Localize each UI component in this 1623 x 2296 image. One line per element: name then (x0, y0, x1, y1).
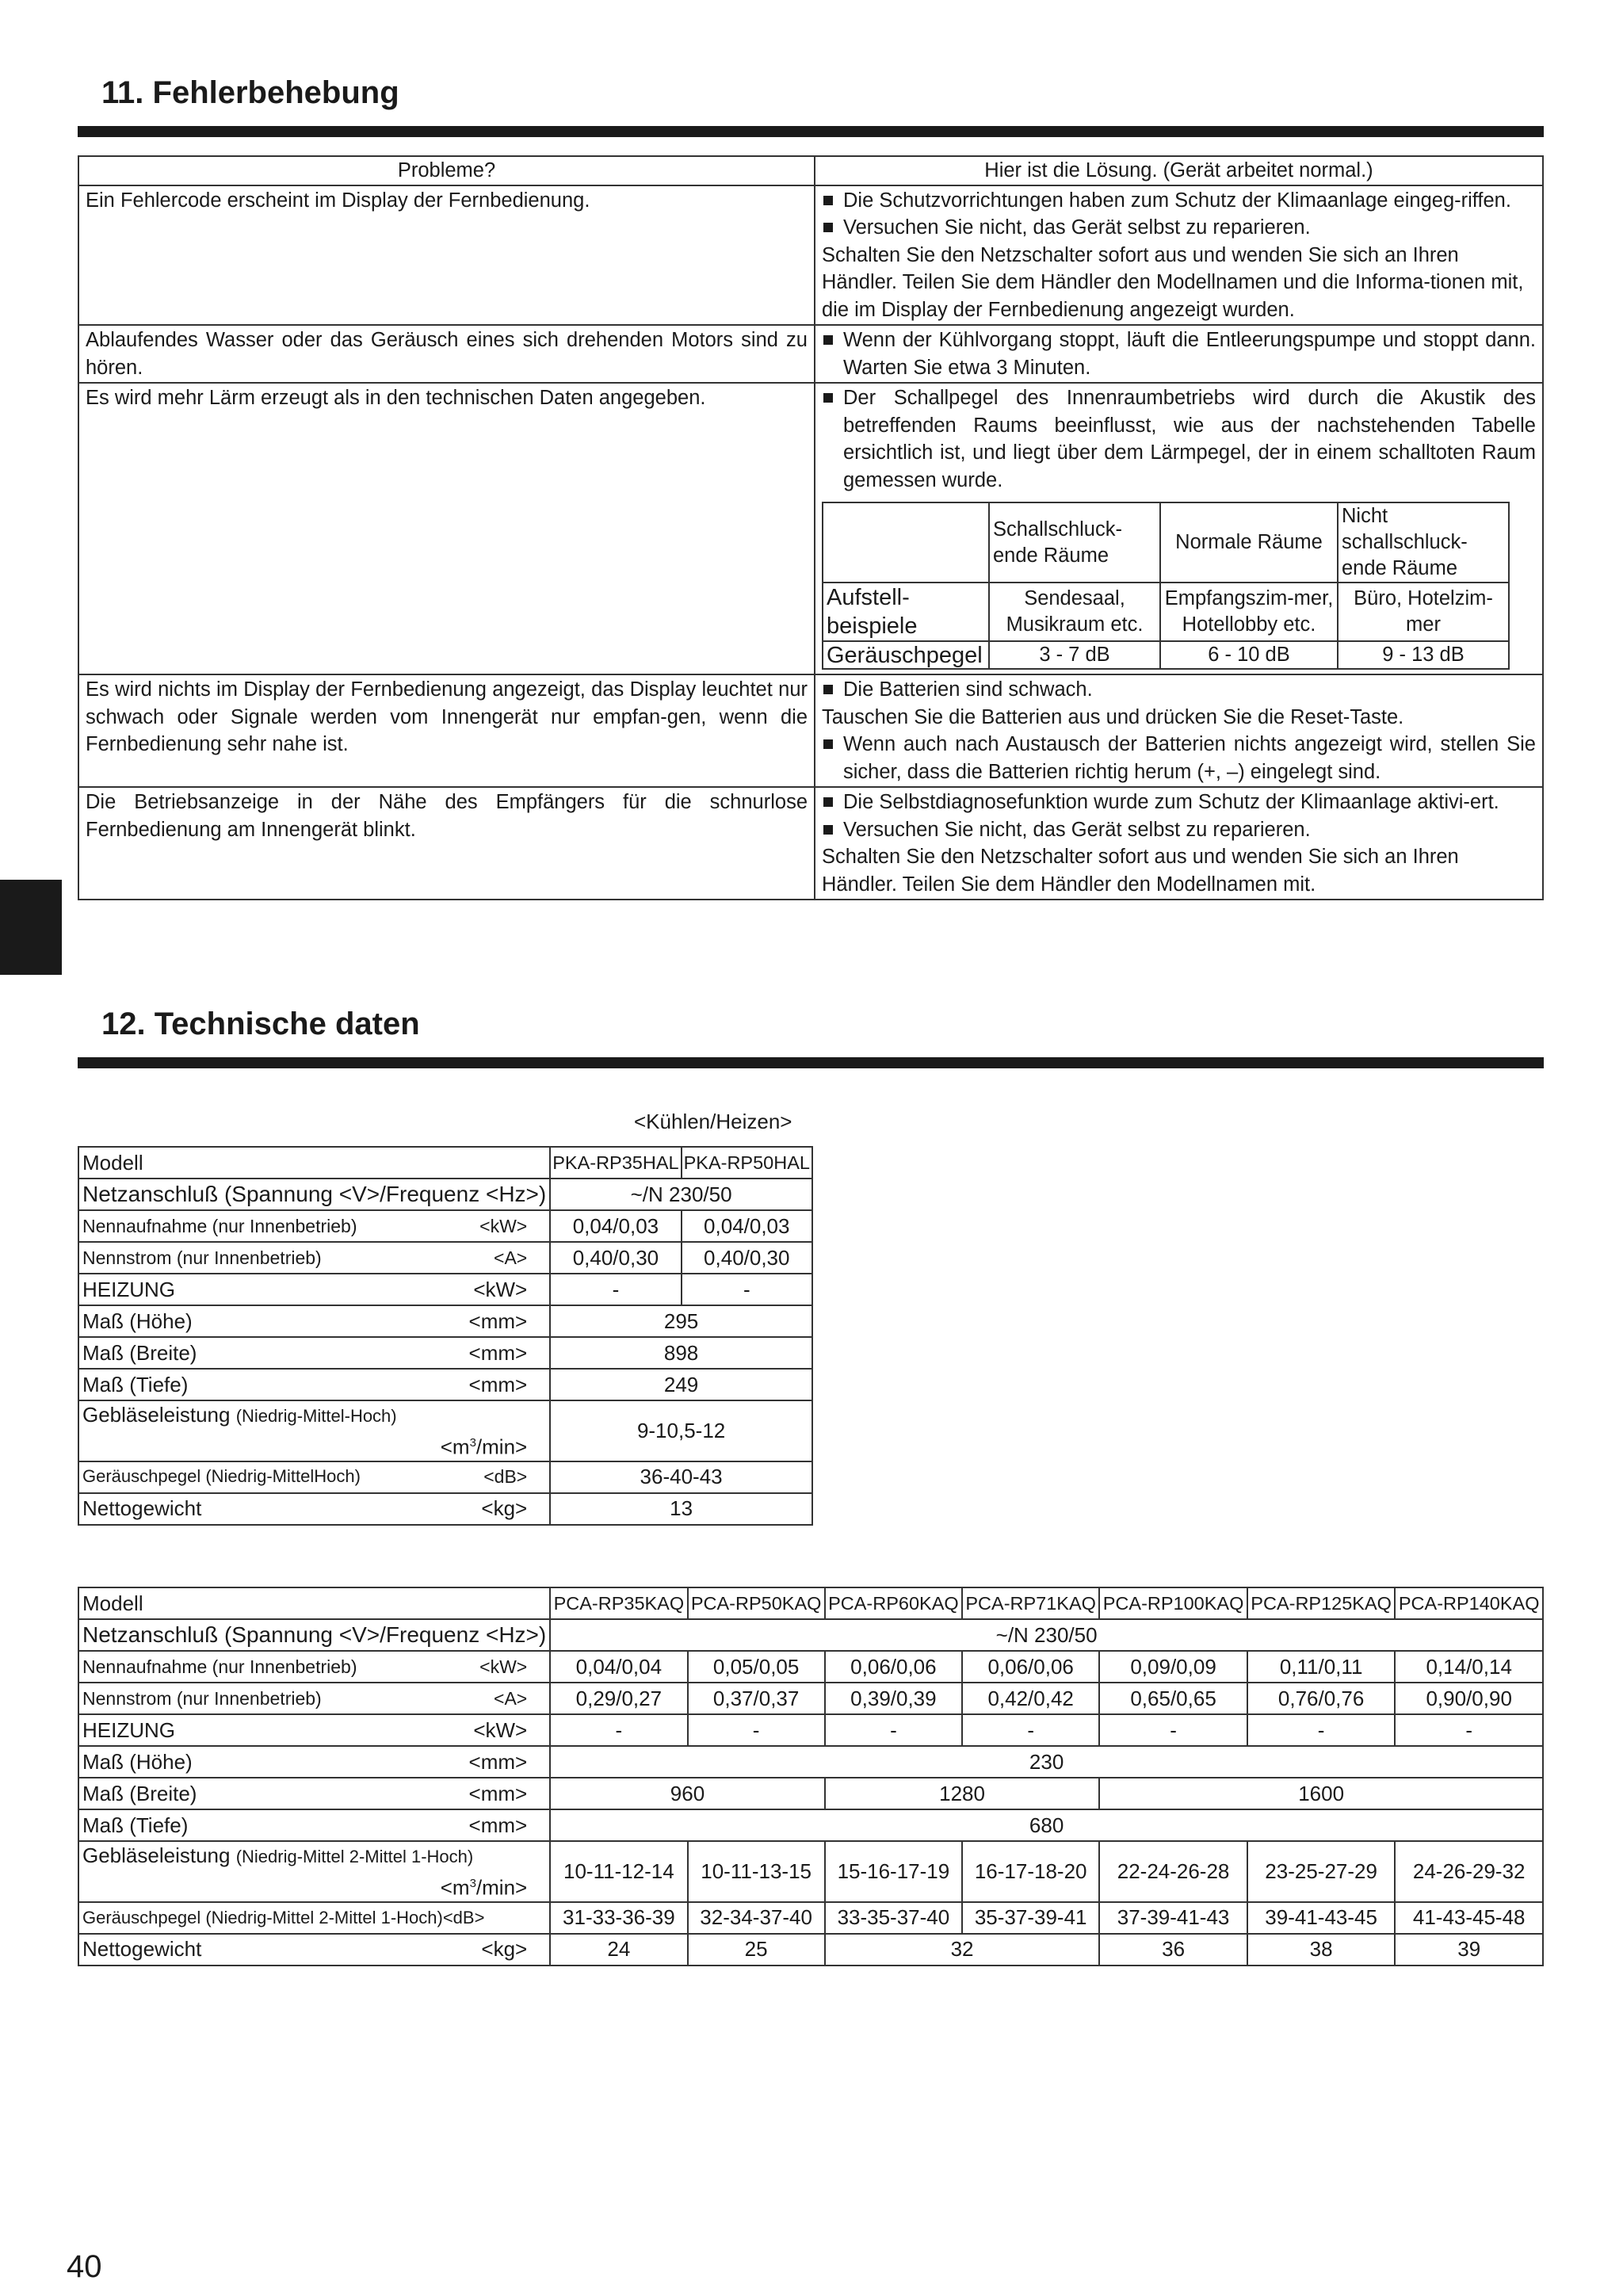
value-cell: 0,06/0,06 (825, 1651, 962, 1683)
value-cell: 15-16-17-19 (825, 1841, 962, 1902)
value-cell: 1280 (825, 1778, 1100, 1809)
value-cell: 37-39-41-43 (1099, 1902, 1247, 1934)
solution-item: Die Schutzvorrichtungen haben zum Schutz der Klimaanlage eingeg-riffen. (822, 187, 1536, 215)
table-row (78, 383, 1543, 674)
table-row (78, 787, 1543, 900)
col-non-absorbing-rooms: Nicht schallschluck-ende Räume (1338, 502, 1509, 583)
header-solution: Hier ist die Lösung. (Gerät arbeitet normal.) (815, 156, 1543, 185)
value-cell: 39-41-43-45 (1247, 1902, 1396, 1934)
value-cell: 22-24-26-28 (1099, 1841, 1247, 1902)
model-cell: PCA-RP140KAQ (1395, 1587, 1543, 1619)
value-cell: 24-26-29-32 (1395, 1841, 1543, 1902)
example-cell: Sendesaal, Musikraum etc. (989, 583, 1160, 641)
model-cell: PKA-RP50HAL (682, 1147, 812, 1179)
label-breite: Maß (Breite) <mm> (78, 1337, 550, 1369)
value-cell: 0,39/0,39 (825, 1683, 962, 1714)
label-netz: Netzanschluß (Spannung <V>/Frequenz <Hz>) (78, 1179, 550, 1210)
value-cell: - (1247, 1714, 1396, 1746)
value-cell: 33-35-37-40 (825, 1902, 962, 1934)
model-cell: PCA-RP71KAQ (962, 1587, 1099, 1619)
model-cell: PCA-RP100KAQ (1099, 1587, 1247, 1619)
label-geblaese: Gebläseleistung (Niedrig-Mittel-Hoch) $<m^3/\min>$ (78, 1400, 550, 1461)
value-cell: - (550, 1714, 687, 1746)
bullet-square-icon (823, 223, 833, 232)
label-nennstrom: Nennstrom (nur Innenbetrieb) <A> (78, 1242, 550, 1274)
solution-cell (815, 674, 1543, 787)
noise-level-cell: 3 - 7 dB (989, 641, 1160, 669)
problem-cell: Es wird mehr Lärm erzeugt als in den technischen Daten angegeben. (78, 383, 815, 674)
noise-level-cell: 6 - 10 dB (1160, 641, 1338, 669)
label-netto: Nettogewicht <kg> (78, 1934, 550, 1966)
value-cell: 0,11/0,11 (1247, 1651, 1396, 1683)
table-row (78, 325, 1543, 383)
solution-item: Die Batterien sind schwach. (822, 676, 1536, 704)
value-cell: 41-43-45-48 (1395, 1902, 1543, 1934)
value-cell: 295 (550, 1305, 812, 1337)
solution-item: Der Schallpegel des Innenraumbetriebs wird durch die Akustik des betreffenden Raums beeinflusst, wie aus der nachstehenden Tabelle ersichtlich ist, und liegt über dem Lärmpegel, der in einem schalltoten Raum gemessen wurde. (822, 384, 1536, 494)
label-nennstrom: Nennstrom (nur Innenbetrieb) <A> (78, 1683, 550, 1714)
pca-spec-table (78, 1587, 1544, 1966)
row-label-examples: Aufstell-beispiele (823, 583, 989, 641)
netz-value: ~/N 230/50 (550, 1619, 1543, 1651)
label-hoehe: Maß (Höhe) <mm> (78, 1746, 550, 1778)
solution-cell (815, 325, 1543, 383)
value-cell: 25 (688, 1934, 825, 1966)
pka-spec-table (78, 1146, 813, 1526)
solution-item: Die Selbstdiagnosefunktion wurde zum Schutz der Klimaanlage aktivi-ert. (822, 789, 1536, 816)
noise-level-cell: 9 - 13 dB (1338, 641, 1509, 669)
label-netto: Nettogewicht <kg> (78, 1493, 550, 1525)
value-cell: 16-17-18-20 (962, 1841, 1099, 1902)
value-cell: 0,65/0,65 (1099, 1683, 1247, 1714)
solution-continuation: Tauschen Sie die Batterien aus und drücken Sie die Reset-Taste. (822, 705, 1404, 728)
troubleshooting-table (78, 155, 1544, 900)
mode-label: <Kühlen/Heizen> (634, 1110, 792, 1133)
value-cell: 0,04/0,03 (550, 1210, 681, 1242)
value-cell: - (962, 1714, 1099, 1746)
netz-value: ~/N 230/50 (550, 1179, 812, 1210)
header-problem: Probleme? (78, 156, 815, 185)
value-cell: - (1395, 1714, 1543, 1746)
bullet-square-icon (823, 335, 833, 345)
empty-corner-cell (823, 502, 989, 583)
value-cell: 960 (550, 1778, 825, 1809)
col-normal-rooms: Normale Räume (1160, 502, 1338, 583)
label-tiefe: Maß (Tiefe) <mm> (78, 1369, 550, 1400)
value-cell: - (550, 1274, 681, 1305)
label-geblaese: Gebläseleistung (Niedrig-Mittel 2-Mittel 1-Hoch) $<m^3/\min>$ (78, 1841, 550, 1902)
bullet-square-icon (823, 825, 833, 835)
model-cell: PKA-RP35HAL (550, 1147, 681, 1179)
bullet-square-icon (823, 797, 833, 807)
section-12-title: 12. Technische daten (101, 1007, 420, 1041)
value-cell: 249 (550, 1369, 812, 1400)
value-cell: 0,40/0,30 (682, 1242, 812, 1274)
example-cell: Empfangszim-mer, Hotellobby etc. (1160, 583, 1338, 641)
label-heizung: HEIZUNG <kW> (78, 1274, 550, 1305)
value-cell: 0,40/0,30 (550, 1242, 681, 1274)
problem-cell: Ein Fehlercode erscheint im Display der Fernbedienung. (78, 185, 815, 326)
value-cell: 38 (1247, 1934, 1396, 1966)
value-cell: 32 (825, 1934, 1100, 1966)
label-modell: Modell (78, 1587, 550, 1619)
page-number: 40 (67, 2249, 102, 2284)
value-cell: 9-10,5-12 (550, 1400, 812, 1461)
value-cell: 0,76/0,76 (1247, 1683, 1396, 1714)
bullet-square-icon (823, 739, 833, 749)
value-cell: 32-34-37-40 (688, 1902, 825, 1934)
solution-continuation: Schalten Sie den Netzschalter sofort aus und wenden Sie sich an Ihren Händler. Teilen Sie dem Händler den Modellnamen mit. (822, 846, 1459, 896)
model-cell: PCA-RP60KAQ (825, 1587, 962, 1619)
label-geraeusch: Geräuschpegel (Niedrig-Mittel 2-Mittel 1-Hoch)<dB> (78, 1902, 550, 1934)
solution-cell (815, 383, 1543, 674)
label-hoehe: Maß (Höhe) <mm> (78, 1305, 550, 1337)
label-nennaufnahme: Nennaufnahme (nur Innenbetrieb) <kW> (78, 1210, 550, 1242)
value-cell: 230 (550, 1746, 1543, 1778)
value-cell: 0,09/0,09 (1099, 1651, 1247, 1683)
col-absorbing-rooms: Schallschluck-ende Räume (989, 502, 1160, 583)
section-11-rule (78, 126, 1544, 137)
value-cell: 39 (1395, 1934, 1543, 1966)
section-11-title: 11. Fehlerbehebung (101, 75, 399, 110)
value-cell: 898 (550, 1337, 812, 1369)
value-cell: 24 (550, 1934, 687, 1966)
value-cell: 680 (550, 1809, 1543, 1841)
value-cell: 23-25-27-29 (1247, 1841, 1396, 1902)
bullet-square-icon (823, 685, 833, 694)
value-cell: - (688, 1714, 825, 1746)
model-cell: PCA-RP125KAQ (1247, 1587, 1396, 1619)
label-geraeusch: Geräuschpegel (Niedrig-MittelHoch) <dB> (78, 1461, 550, 1493)
label-breite: Maß (Breite) <mm> (78, 1778, 550, 1809)
value-cell: 36 (1099, 1934, 1247, 1966)
value-cell: 0,04/0,03 (682, 1210, 812, 1242)
value-cell: 0,04/0,04 (550, 1651, 687, 1683)
value-cell: 0,29/0,27 (550, 1683, 687, 1714)
solution-continuation: Schalten Sie den Netzschalter sofort aus und wenden Sie sich an Ihren Händler. Teilen Sie dem Händler den Modellnamen und die Informa-tionen mit, die im Display der Fernbedienung angezeigt wurden. (822, 243, 1524, 321)
table-row (78, 185, 1543, 326)
value-cell: - (825, 1714, 962, 1746)
value-cell: 35-37-39-41 (962, 1902, 1099, 1934)
model-cell: PCA-RP50KAQ (688, 1587, 825, 1619)
problem-cell: Die Betriebsanzeige in der Nähe des Empfängers für die schnurlose Fernbedienung am Innengerät blinkt. (78, 787, 815, 900)
example-cell: Büro, Hotelzim-mer (1338, 583, 1509, 641)
value-cell: 0,14/0,14 (1395, 1651, 1543, 1683)
value-cell: - (1099, 1714, 1247, 1746)
value-cell: - (682, 1274, 812, 1305)
problem-cell: Ablaufendes Wasser oder das Geräusch eines sich drehenden Motors sind zu hören. (78, 325, 815, 383)
solution-item: Wenn auch nach Austausch der Batterien nichts angezeigt wird, stellen Sie sicher, dass die Batterien richtig herum (+, –) eingelegt sind. (822, 731, 1536, 785)
value-cell: 13 (550, 1493, 812, 1525)
value-cell: 36-40-43 (550, 1461, 812, 1493)
value-cell: 0,06/0,06 (962, 1651, 1099, 1683)
value-cell: 0,37/0,37 (688, 1683, 825, 1714)
solution-cell (815, 787, 1543, 900)
label-nennaufnahme: Nennaufnahme (nur Innenbetrieb) <kW> (78, 1651, 550, 1683)
value-cell: 31-33-36-39 (550, 1902, 687, 1934)
model-cell: PCA-RP35KAQ (550, 1587, 687, 1619)
value-cell: 0,90/0,90 (1395, 1683, 1543, 1714)
problem-cell: Es wird nichts im Display der Fernbedienung angezeigt, das Display leuchtet nur schwach oder Signale werden vom Innengerät nur empfan-gen, wenn die Fernbedienung sehr nahe ist. (78, 674, 815, 787)
solution-item: Wenn der Kühlvorgang stoppt, läuft die Entleerungspumpe und stoppt dann. Warten Sie etwa 3 Minuten. (822, 327, 1536, 381)
value-cell: 10-11-12-14 (550, 1841, 687, 1902)
room-noise-table (822, 502, 1510, 670)
label-heizung: HEIZUNG <kW> (78, 1714, 550, 1746)
value-cell: 0,05/0,05 (688, 1651, 825, 1683)
value-cell: 10-11-13-15 (688, 1841, 825, 1902)
bullet-square-icon (823, 393, 833, 403)
solution-item: Versuchen Sie nicht, das Gerät selbst zu reparieren. (822, 214, 1536, 242)
table-row (78, 674, 1543, 787)
label-tiefe: Maß (Tiefe) <mm> (78, 1809, 550, 1841)
table-header-row (78, 156, 1543, 185)
label-modell: Modell (78, 1147, 550, 1179)
solution-item: Versuchen Sie nicht, das Gerät selbst zu reparieren. (822, 816, 1536, 844)
bullet-square-icon (823, 196, 833, 205)
section-12-rule (78, 1057, 1544, 1068)
side-tab-marker (0, 880, 62, 975)
value-cell: 1600 (1099, 1778, 1543, 1809)
label-netz: Netzanschluß (Spannung <V>/Frequenz <Hz>) (78, 1619, 550, 1651)
value-cell: 0,42/0,42 (962, 1683, 1099, 1714)
row-label-noise-level: Geräuschpegel (823, 641, 989, 669)
solution-cell (815, 185, 1543, 326)
